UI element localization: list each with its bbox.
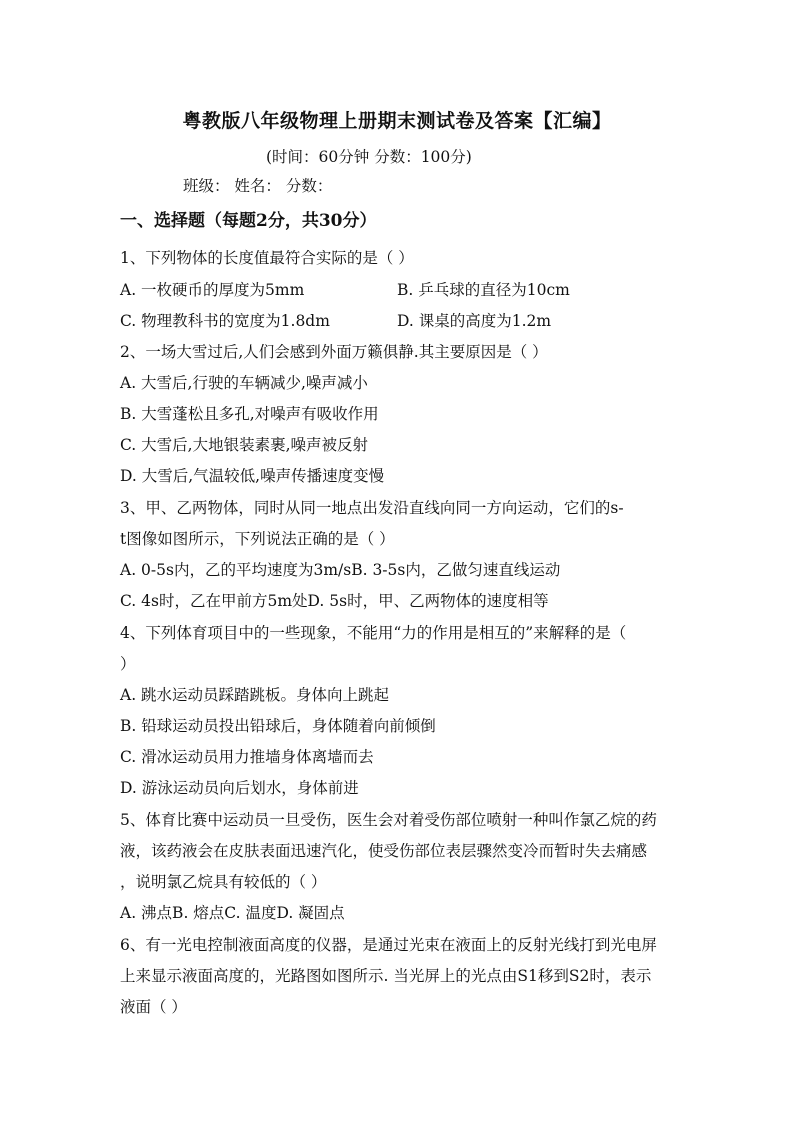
q2-option-c: C. 大雪后,大地银装素裹,噪声被反射 [120, 436, 369, 454]
q1-option-a: A. 一枚硬币的厚度为5mm [120, 281, 305, 299]
q2-option-a: A. 大雪后,行驶的车辆减少,噪声减小 [120, 374, 368, 392]
q3-options-cd: C. 4s时，乙在甲前方5m处D. 5s时，甲、乙两物体的速度相等 [120, 592, 549, 610]
exam-title: 粤教版八年级物理上册期末测试卷及答案【汇编】 [182, 110, 612, 132]
q5-stem-line3: ，说明氯乙烷具有较低的（ ） [120, 873, 327, 891]
q2-stem: 2、一场大雪过后,人们会感到外面万籁俱静.其主要原因是（ ） [120, 343, 548, 361]
q1-option-c: C. 物理教科书的宽度为1.8dm [120, 312, 330, 330]
q2-option-d: D. 大雪后,气温较低,噪声传播速度变慢 [120, 467, 385, 485]
q5-stem-line2: 液，该药液会在皮肤表面迅速汽化，使受伤部位表层骤然变冷而暂时失去痛感 [120, 842, 648, 860]
q1-option-d: D. 课桌的高度为1.2m [397, 312, 552, 330]
student-info-line: 班级： 姓名： 分数： [183, 177, 333, 195]
q4-stem-line1: 4、下列体育项目中的一些现象，不能用“力的作用是相互的”来解释的是（ [120, 624, 627, 642]
q4-option-c: C. 滑冰运动员用力推墙身体离墙而去 [120, 748, 374, 766]
q4-option-a: A. 跳水运动员踩踏跳板。身体向上跳起 [120, 686, 390, 704]
q3-stem-line2: t图像如图所示，下列说法正确的是（ ） [120, 530, 395, 548]
q6-stem-line2: 上来显示液面高度的，光路图如图所示. 当光屏上的光点由S1移到S2时，表示 [120, 967, 652, 985]
q1-stem: 1、下列物体的长度值最符合实际的是（ ） [120, 249, 414, 267]
exam-subtitle: (时间：60分钟 分数：100分) [266, 148, 472, 166]
q3-stem-line1: 3、甲、乙两物体，同时从同一地点出发沿直线向同一方向运动，它们的s- [120, 499, 624, 517]
q1-option-b: B. 乒乓球的直径为10cm [397, 281, 570, 299]
section-heading-choice: 一、选择题（每题2分，共30分） [120, 211, 377, 231]
q5-stem-line1: 5、体育比赛中运动员一旦受伤，医生会对着受伤部位喷射一种叫作氯乙烷的药 [120, 811, 657, 829]
q4-stem-line2: ） [120, 655, 136, 673]
q3-options-ab: A. 0-5s内，乙的平均速度为3m/sB. 3-5s内，乙做匀速直线运动 [120, 561, 561, 579]
q6-stem-line1: 6、有一光电控制液面高度的仪器，是通过光束在液面上的反射光线打到光电屏 [120, 936, 657, 954]
q5-options: A. 沸点B. 熔点C. 温度D. 凝固点 [120, 904, 345, 922]
q4-option-b: B. 铅球运动员投出铅球后，身体随着向前倾倒 [120, 717, 436, 735]
q4-option-d: D. 游泳运动员向后划水，身体前进 [120, 779, 359, 797]
q6-stem-line3: 液面（ ） [120, 998, 187, 1016]
q2-option-b: B. 大雪蓬松且多孔,对噪声有吸收作用 [120, 405, 379, 423]
